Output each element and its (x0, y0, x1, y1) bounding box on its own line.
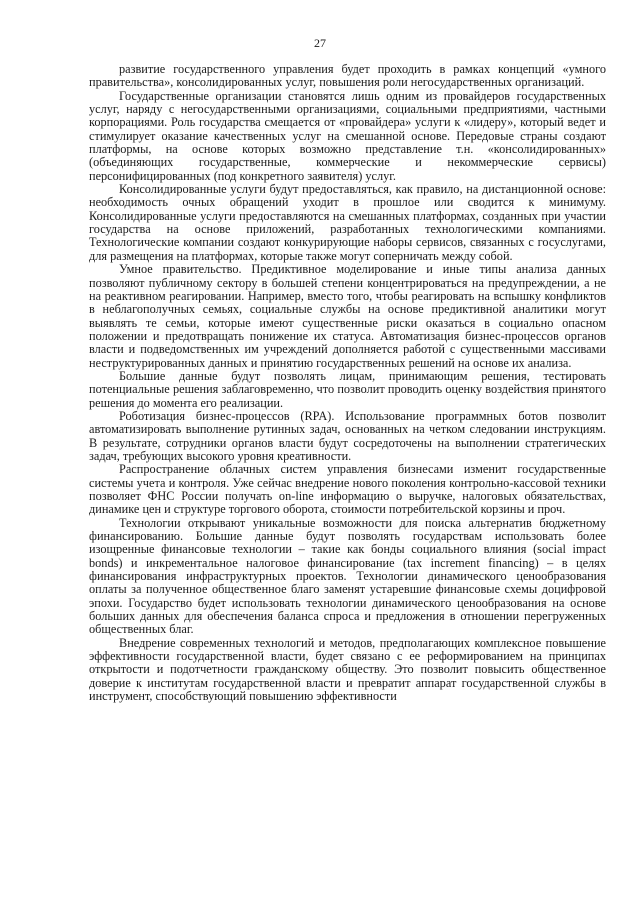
paragraph-7: Распространение облачных систем управления бизнесами изменит государственные системы учета и контроля. Уже сейчас внедрение нового поколения контрольно-кассовой техники позволяет ФНС России получать on-line информацию о выручке, налоговых обязательствах, динамике цен и структуре торгового оборота, стоимости потребительской корзины и проч. (89, 462, 606, 517)
paragraph-1: развитие государственного управления будет проходить в рамках концепций «умного правительства», консолидированных услуг, повышения роли негосударственных организаций. (89, 62, 606, 90)
paragraph-3: Консолидированные услуги будут предоставляться, как правило, на дистанционной основе: необходимость очных обращений уходит в прошлое или сводится к минимуму. Консолидированные услуги предоставляются на смешанных платформах, созданных при участии государства на основе приложений, разработанных технологическими компаниями. Технологические компании создают конкурирующие наборы сервисов, связанных с госуслугами, для размещения на платформах, которые также могут соперничать между собой. (89, 182, 606, 263)
paragraph-5: Большие данные будут позволять лицам, принимающим решения, тестировать потенциальные решения заблаговременно, что позволит проводить оценку воздействия принятого решения до момента его реализации. (89, 368, 606, 410)
paragraph-6: Роботизация бизнес-процессов (RPA). Использование программных ботов позволит автоматизировать выполнение рутинных задач, основанных на четком следовании инструкциям. В результате, сотрудники органов власти будут сосредоточены на выполнении стратегических задач, требующих высокого уровня креативности. (89, 408, 606, 463)
page-number: 27 (314, 36, 326, 50)
paragraph-2: Государственные организации становятся лишь одним из провайдеров государственных услуг, наряду с негосударственными организациями, социальными предприятиями, частными корпорациями. Роль государства смещается от «провайдера» услуги к «лидеру», который ведет и стимулирует оказание качественных услуг на смешанной основе. Передовые страны создают платформы, на основе которых возможно представление т.н. «консолидированных» (объединяющих государственные, коммерческие и некоммерческие сервисы) персонифицированных (под конкретного заявителя) услуг. (89, 88, 606, 183)
body-text (89, 63, 606, 704)
paragraph-4: Умное правительство. Предиктивное моделирование и иные типы анализа данных позволяют публичному сектору в большей степени концентрироваться на предупреждении, а не на реактивном реагировании. Например, вместо того, чтобы реагировать на вспышку конфликтов в неблагополучных семьях, социальные службы на основе предиктивной аналитики могут выявлять те семьи, которые имеют существенные риски оказаться в социально опасном положении и предотвращать понижение их статуса. Автоматизация бизнес-процессов органов власти и подведомственных им учреждений дополняется работой с существенными массивами неструктурированных данных и принятию государственных решений на основе их анализа. (89, 262, 606, 370)
paragraph-8: Технологии открывают уникальные возможности для поиска альтернатив бюджетному финансированию. Большие данные будут позволять государствам использовать более изощренные финансовые технологии – такие как бонды социального влияния (social impact bonds) и инкрементальное налоговое финансирование (tax increment financing) – в целях финансирования инфраструктурных проектов. Технологии динамического ценообразования оплаты за полученное общественное благо заменят устаревшие финансовые схемы доцифровой эпохи. Государство будет использовать технологии динамического ценообразования на основе больших данных для обеспечения баланса спроса и предложения в отношении перегруженных общественных благ. (89, 515, 606, 637)
paragraph-9: Внедрение современных технологий и методов, предполагающих комплексное повышение эффективности государственной власти, будет связано с ее реформированием на принципах открытости и подотчетности гражданскому обществу. Это позволит повысить общественное доверие к институтам государственной власти и превратит аппарат государственной службы в инструмент, способствующий повышению эффективности (89, 635, 606, 704)
